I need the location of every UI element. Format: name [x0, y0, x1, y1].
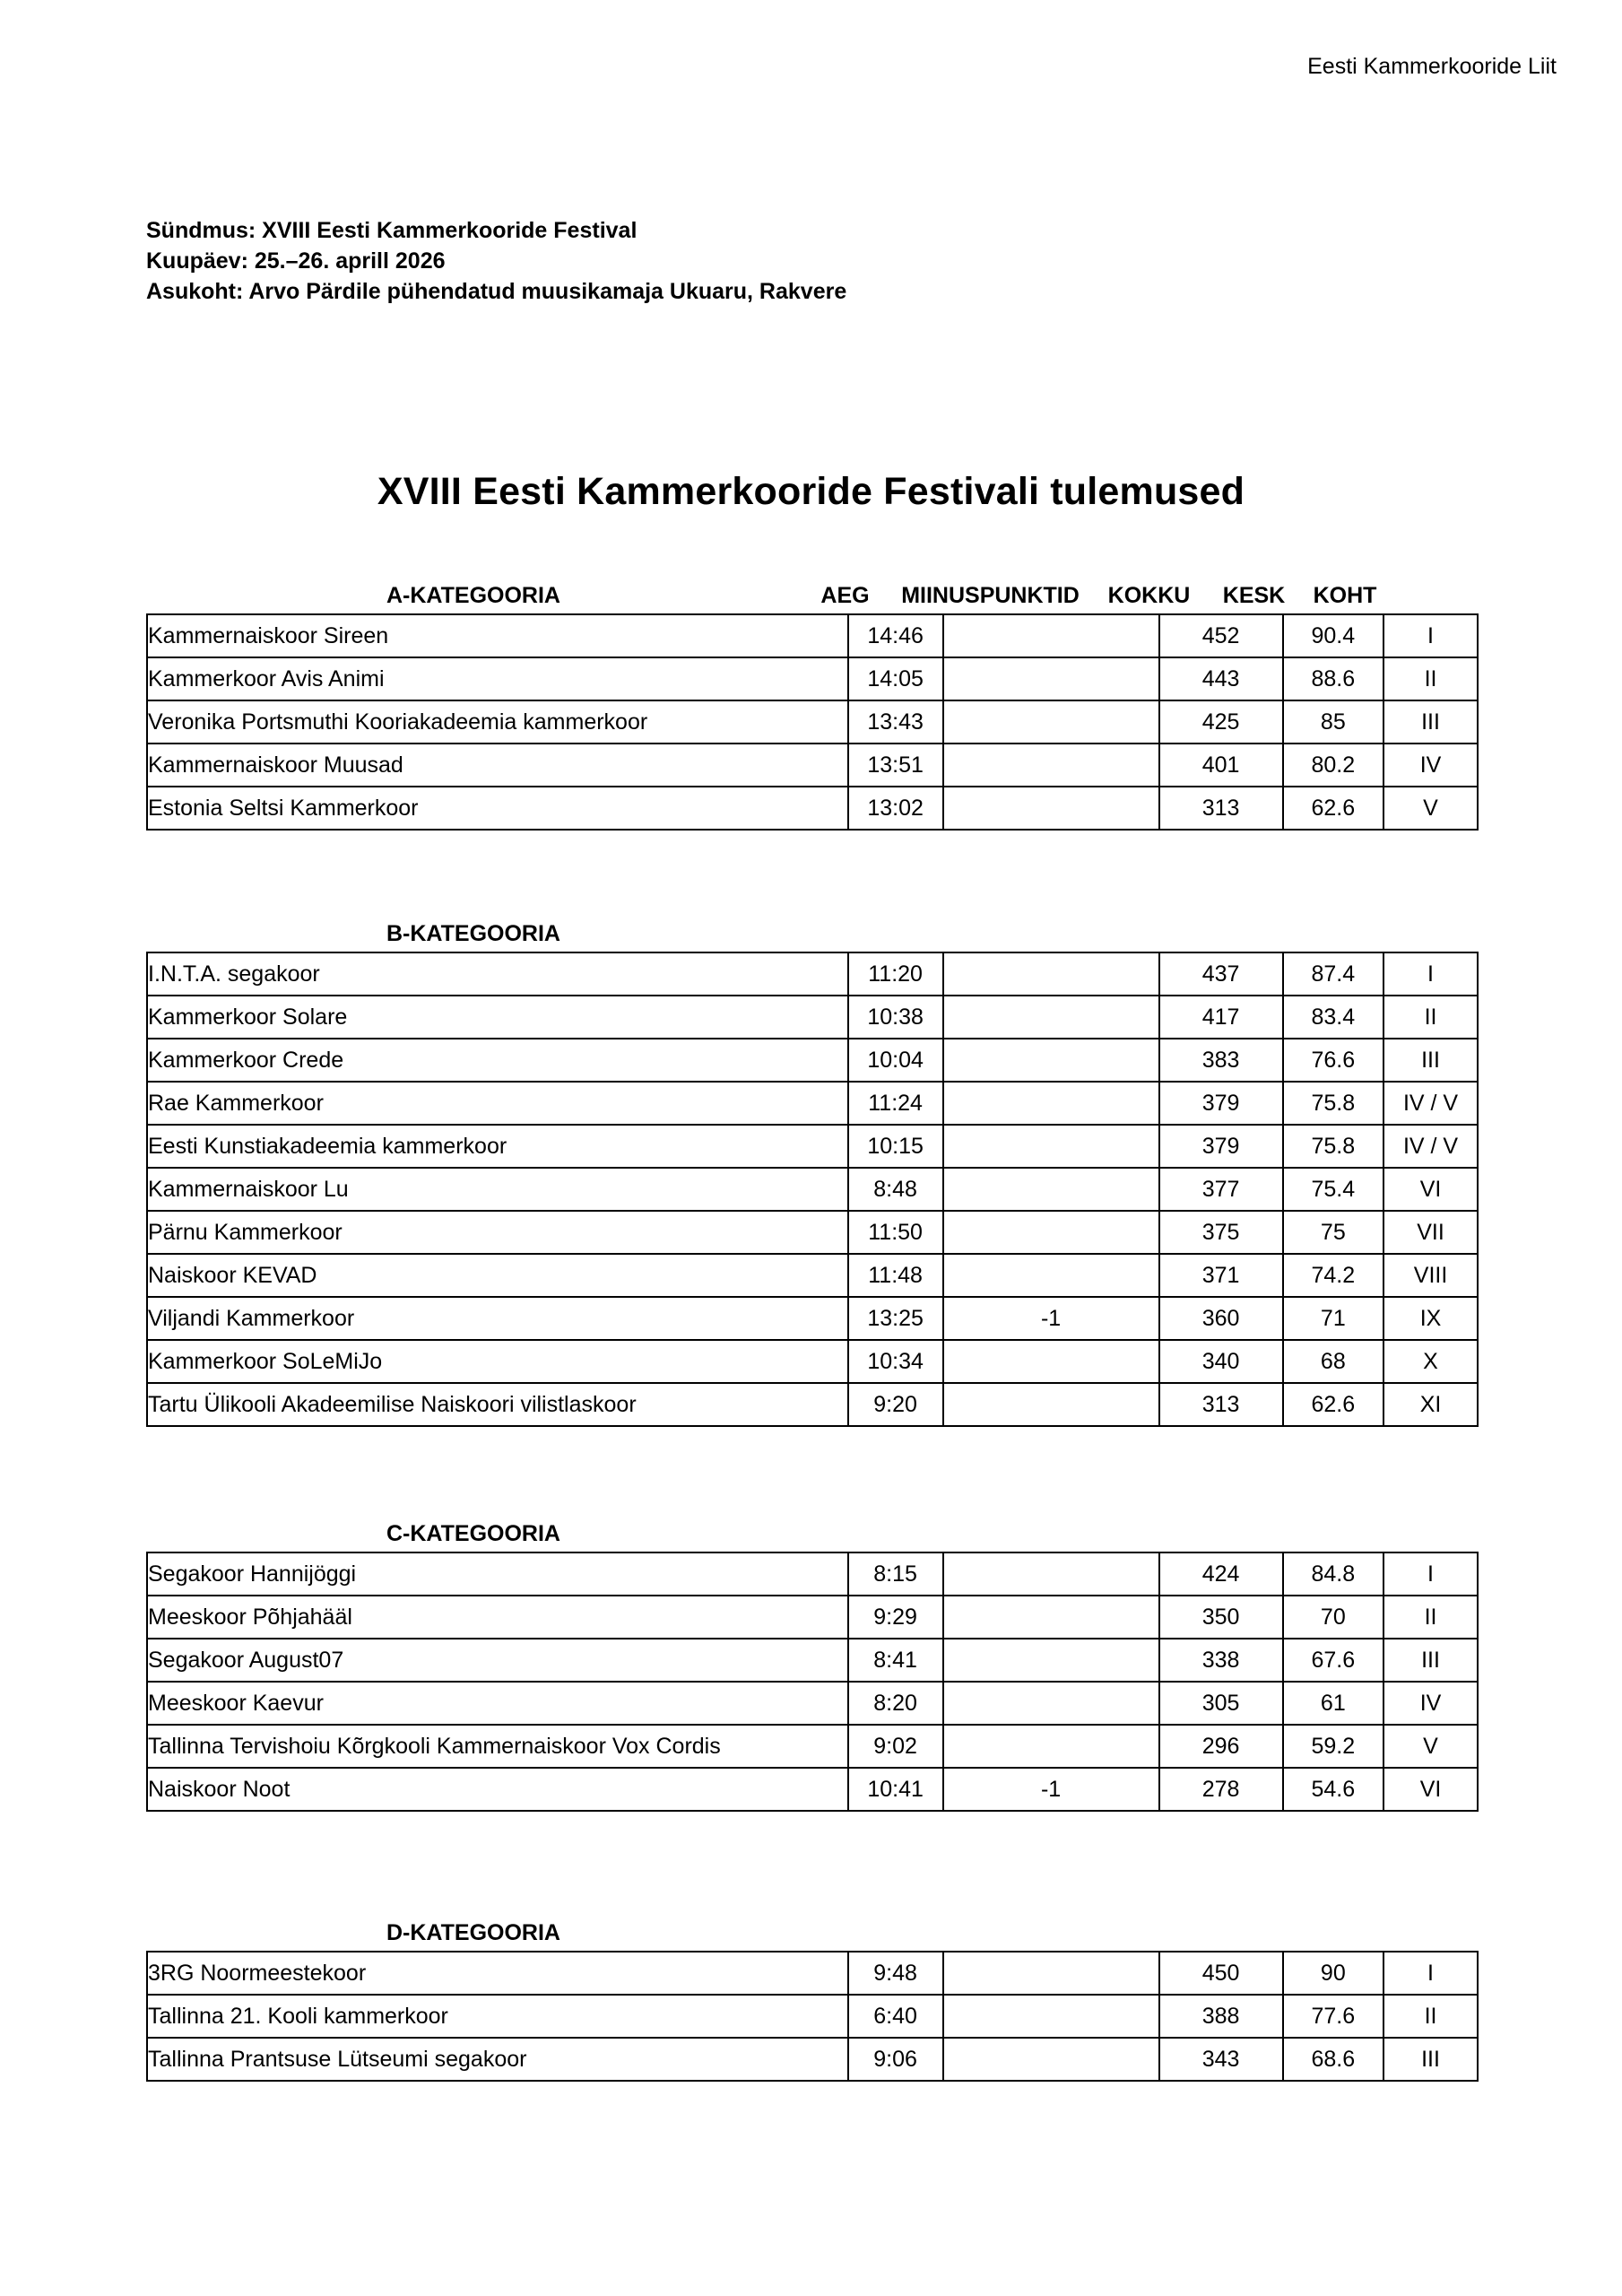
cell-kokku: 377	[1159, 1168, 1283, 1211]
cell-kesk: 68	[1283, 1340, 1383, 1383]
cell-miinuspunktid	[943, 1995, 1159, 2038]
choir-name: Tartu Ülikooli Akadeemilise Naiskoori vilistlaskoor	[147, 1383, 848, 1426]
choir-name: Meeskoor Kaevur	[147, 1682, 848, 1725]
cell-miinuspunktid	[943, 657, 1159, 700]
table-row	[147, 1297, 1478, 1340]
cell-aeg: 10:15	[848, 1125, 943, 1168]
cell-kokku: 417	[1159, 996, 1283, 1039]
choir-name: Segakoor August07	[147, 1639, 848, 1682]
cell-miinuspunktid	[943, 1254, 1159, 1297]
cell-aeg: 10:34	[848, 1340, 943, 1383]
cell-miinuspunktid	[943, 1682, 1159, 1725]
table-row	[147, 1039, 1478, 1082]
cell-kesk: 61	[1283, 1682, 1383, 1725]
cell-aeg: 8:20	[848, 1682, 943, 1725]
results-section-b	[146, 923, 1479, 1427]
category-header-row	[146, 1523, 1479, 1552]
cell-kokku: 379	[1159, 1082, 1283, 1125]
cell-koht: II	[1383, 657, 1478, 700]
table-row	[147, 744, 1478, 787]
category-header-row	[146, 923, 1479, 952]
event-date-line: Kuupäev: 25.–26. aprill 2026	[146, 248, 446, 274]
choir-name: Naiskoor Noot	[147, 1768, 848, 1811]
cell-miinuspunktid	[943, 996, 1159, 1039]
cell-aeg: 11:48	[848, 1254, 943, 1297]
cell-koht: IX	[1383, 1297, 1478, 1340]
results-section-d	[146, 1922, 1479, 2082]
choir-name: Kammerkoor SoLeMiJo	[147, 1340, 848, 1383]
cell-aeg: 8:15	[848, 1552, 943, 1596]
choir-name: Veronika Portsmuthi Kooriakadeemia kammerkoor	[147, 700, 848, 744]
cell-kesk: 77.6	[1283, 1995, 1383, 2038]
cell-koht: I	[1383, 1952, 1478, 1995]
choir-name: Kammernaiskoor Muusad	[147, 744, 848, 787]
category-header-row	[146, 585, 1479, 613]
event-name-line: Sündmus: XVIII Eesti Kammerkooride Festival	[146, 218, 638, 243]
choir-name: Viljandi Kammerkoor	[147, 1297, 848, 1340]
choir-name: Naiskoor KEVAD	[147, 1254, 848, 1297]
cell-koht: VI	[1383, 1768, 1478, 1811]
cell-aeg: 11:20	[848, 952, 943, 996]
cell-miinuspunktid	[943, 1952, 1159, 1995]
cell-aeg: 8:41	[848, 1639, 943, 1682]
cell-koht: III	[1383, 1039, 1478, 1082]
cell-kokku: 313	[1159, 1383, 1283, 1426]
cell-aeg: 9:02	[848, 1725, 943, 1768]
choir-name: Kammerkoor Solare	[147, 996, 848, 1039]
cell-kokku: 424	[1159, 1552, 1283, 1596]
cell-kokku: 388	[1159, 1995, 1283, 2038]
category-label: D-KATEGOORIA	[386, 1920, 560, 1945]
cell-miinuspunktid	[943, 1596, 1159, 1639]
table-row	[147, 952, 1478, 996]
column-header-kesk: KESK	[1222, 583, 1286, 608]
cell-kokku: 437	[1159, 952, 1283, 996]
category-label: C-KATEGOORIA	[386, 1521, 560, 1546]
table-row	[147, 2038, 1478, 2081]
table-row	[147, 787, 1478, 830]
cell-kesk: 54.6	[1283, 1768, 1383, 1811]
cell-kokku: 338	[1159, 1639, 1283, 1682]
choir-name: Tallinna Tervishoiu Kõrgkooli Kammernaiskoor Vox Cordis	[147, 1725, 848, 1768]
choir-name: Pärnu Kammerkoor	[147, 1211, 848, 1254]
table-row	[147, 1211, 1478, 1254]
cell-kokku: 450	[1159, 1952, 1283, 1995]
cell-koht: III	[1383, 1639, 1478, 1682]
category-label: B-KATEGOORIA	[386, 921, 560, 946]
cell-kesk: 75	[1283, 1211, 1383, 1254]
cell-miinuspunktid	[943, 1125, 1159, 1168]
cell-aeg: 9:20	[848, 1383, 943, 1426]
cell-miinuspunktid	[943, 1383, 1159, 1426]
cell-koht: VIII	[1383, 1254, 1478, 1297]
choir-name: Eesti Kunstiakadeemia kammerkoor	[147, 1125, 848, 1168]
cell-kesk: 80.2	[1283, 744, 1383, 787]
cell-koht: IV	[1383, 744, 1478, 787]
table-row	[147, 657, 1478, 700]
cell-kesk: 59.2	[1283, 1725, 1383, 1768]
cell-koht: I	[1383, 614, 1478, 657]
cell-miinuspunktid	[943, 1340, 1159, 1383]
cell-aeg: 13:02	[848, 787, 943, 830]
cell-miinuspunktid	[943, 1552, 1159, 1596]
results-table-a	[146, 613, 1479, 831]
cell-miinuspunktid	[943, 2038, 1159, 2081]
table-row	[147, 1082, 1478, 1125]
cell-kokku: 452	[1159, 614, 1283, 657]
cell-aeg: 6:40	[848, 1995, 943, 2038]
choir-name: Rae Kammerkoor	[147, 1082, 848, 1125]
cell-aeg: 9:29	[848, 1596, 943, 1639]
cell-koht: II	[1383, 1596, 1478, 1639]
cell-kokku: 296	[1159, 1725, 1283, 1768]
cell-miinuspunktid	[943, 787, 1159, 830]
event-info-block	[146, 215, 846, 307]
cell-aeg: 9:48	[848, 1952, 943, 1995]
cell-aeg: 11:50	[848, 1211, 943, 1254]
cell-kokku: 305	[1159, 1682, 1283, 1725]
cell-kokku: 313	[1159, 787, 1283, 830]
cell-aeg: 10:38	[848, 996, 943, 1039]
cell-koht: XI	[1383, 1383, 1478, 1426]
cell-kesk: 83.4	[1283, 996, 1383, 1039]
cell-koht: II	[1383, 1995, 1478, 2038]
page-title: XVIII Eesti Kammerkooride Festivali tulemused	[377, 469, 1245, 513]
column-header-koht: KOHT	[1313, 583, 1377, 608]
cell-koht: I	[1383, 952, 1478, 996]
cell-koht: X	[1383, 1340, 1478, 1383]
table-row	[147, 1125, 1478, 1168]
cell-aeg: 13:51	[848, 744, 943, 787]
choir-name: Estonia Seltsi Kammerkoor	[147, 787, 848, 830]
cell-koht: II	[1383, 996, 1478, 1039]
cell-miinuspunktid	[943, 744, 1159, 787]
cell-koht: III	[1383, 2038, 1478, 2081]
cell-kesk: 74.2	[1283, 1254, 1383, 1297]
category-label: A-KATEGOORIA	[386, 583, 560, 608]
cell-miinuspunktid: -1	[943, 1297, 1159, 1340]
cell-kokku: 350	[1159, 1596, 1283, 1639]
cell-kesk: 62.6	[1283, 787, 1383, 830]
cell-kokku: 443	[1159, 657, 1283, 700]
cell-aeg: 8:48	[848, 1168, 943, 1211]
cell-kesk: 71	[1283, 1297, 1383, 1340]
cell-aeg: 10:04	[848, 1039, 943, 1082]
results-table-b	[146, 952, 1479, 1427]
choir-name: Kammerkoor Avis Animi	[147, 657, 848, 700]
table-row	[147, 1639, 1478, 1682]
choir-name: 3RG Noormeestekoor	[147, 1952, 848, 1995]
table-row	[147, 1725, 1478, 1768]
choir-name: I.N.T.A. segakoor	[147, 952, 848, 996]
cell-miinuspunktid	[943, 1211, 1159, 1254]
cell-kesk: 75.8	[1283, 1082, 1383, 1125]
choir-name: Kammernaiskoor Sireen	[147, 614, 848, 657]
event-location-line: Asukoht: Arvo Pärdile pühendatud muusikamaja Ukuaru, Rakvere	[146, 279, 847, 304]
column-header-kokku: KOKKU	[1107, 583, 1191, 608]
cell-kesk: 75.4	[1283, 1168, 1383, 1211]
cell-miinuspunktid	[943, 1082, 1159, 1125]
cell-kesk: 85	[1283, 700, 1383, 744]
cell-kokku: 383	[1159, 1039, 1283, 1082]
choir-name: Segakoor Hannijöggi	[147, 1552, 848, 1596]
column-header-miinuspunktid: MIINUSPUNKTID	[901, 583, 1080, 608]
cell-miinuspunktid: -1	[943, 1768, 1159, 1811]
cell-koht: I	[1383, 1552, 1478, 1596]
cell-miinuspunktid	[943, 1168, 1159, 1211]
cell-kokku: 401	[1159, 744, 1283, 787]
column-header-aeg: AEG	[820, 583, 870, 608]
cell-kokku: 375	[1159, 1211, 1283, 1254]
cell-kokku: 360	[1159, 1297, 1283, 1340]
cell-kesk: 67.6	[1283, 1639, 1383, 1682]
cell-miinuspunktid	[943, 1639, 1159, 1682]
cell-koht: VII	[1383, 1211, 1478, 1254]
table-row	[147, 700, 1478, 744]
cell-koht: V	[1383, 1725, 1478, 1768]
cell-kokku: 371	[1159, 1254, 1283, 1297]
cell-kesk: 88.6	[1283, 657, 1383, 700]
table-row	[147, 1596, 1478, 1639]
results-section-c	[146, 1523, 1479, 1812]
choir-name: Tallinna Prantsuse Lütseumi segakoor	[147, 2038, 848, 2081]
cell-miinuspunktid	[943, 614, 1159, 657]
cell-koht: III	[1383, 700, 1478, 744]
table-row	[147, 1168, 1478, 1211]
table-row	[147, 1682, 1478, 1725]
cell-kokku: 340	[1159, 1340, 1283, 1383]
cell-aeg: 14:46	[848, 614, 943, 657]
cell-kesk: 90.4	[1283, 614, 1383, 657]
table-row	[147, 1383, 1478, 1426]
cell-kokku: 379	[1159, 1125, 1283, 1168]
cell-kesk: 70	[1283, 1596, 1383, 1639]
table-row	[147, 614, 1478, 657]
cell-kesk: 84.8	[1283, 1552, 1383, 1596]
results-table-c	[146, 1552, 1479, 1812]
table-row	[147, 996, 1478, 1039]
cell-miinuspunktid	[943, 1725, 1159, 1768]
cell-miinuspunktid	[943, 700, 1159, 744]
cell-koht: IV	[1383, 1682, 1478, 1725]
results-table-d	[146, 1951, 1479, 2082]
cell-miinuspunktid	[943, 952, 1159, 996]
cell-koht: IV / V	[1383, 1082, 1478, 1125]
cell-kesk: 75.8	[1283, 1125, 1383, 1168]
cell-kokku: 425	[1159, 700, 1283, 744]
choir-name: Kammernaiskoor Lu	[147, 1168, 848, 1211]
cell-kesk: 90	[1283, 1952, 1383, 1995]
cell-aeg: 13:25	[848, 1297, 943, 1340]
cell-koht: VI	[1383, 1168, 1478, 1211]
cell-aeg: 11:24	[848, 1082, 943, 1125]
table-row	[147, 1995, 1478, 2038]
cell-kokku: 343	[1159, 2038, 1283, 2081]
table-row	[147, 1952, 1478, 1995]
cell-koht: IV / V	[1383, 1125, 1478, 1168]
cell-kesk: 87.4	[1283, 952, 1383, 996]
results-section-a	[146, 585, 1479, 831]
table-row	[147, 1552, 1478, 1596]
cell-koht: V	[1383, 787, 1478, 830]
cell-aeg: 10:41	[848, 1768, 943, 1811]
cell-kesk: 62.6	[1283, 1383, 1383, 1426]
category-header-row	[146, 1922, 1479, 1951]
cell-miinuspunktid	[943, 1039, 1159, 1082]
cell-kesk: 76.6	[1283, 1039, 1383, 1082]
table-row	[147, 1768, 1478, 1811]
cell-aeg: 13:43	[848, 700, 943, 744]
table-row	[147, 1340, 1478, 1383]
cell-aeg: 9:06	[848, 2038, 943, 2081]
choir-name: Tallinna 21. Kooli kammerkoor	[147, 1995, 848, 2038]
cell-kokku: 278	[1159, 1768, 1283, 1811]
cell-aeg: 14:05	[848, 657, 943, 700]
cell-kesk: 68.6	[1283, 2038, 1383, 2081]
table-row	[147, 1254, 1478, 1297]
choir-name: Kammerkoor Crede	[147, 1039, 848, 1082]
running-header: Eesti Kammerkooride Liit	[1307, 54, 1557, 79]
choir-name: Meeskoor Põhjahääl	[147, 1596, 848, 1639]
